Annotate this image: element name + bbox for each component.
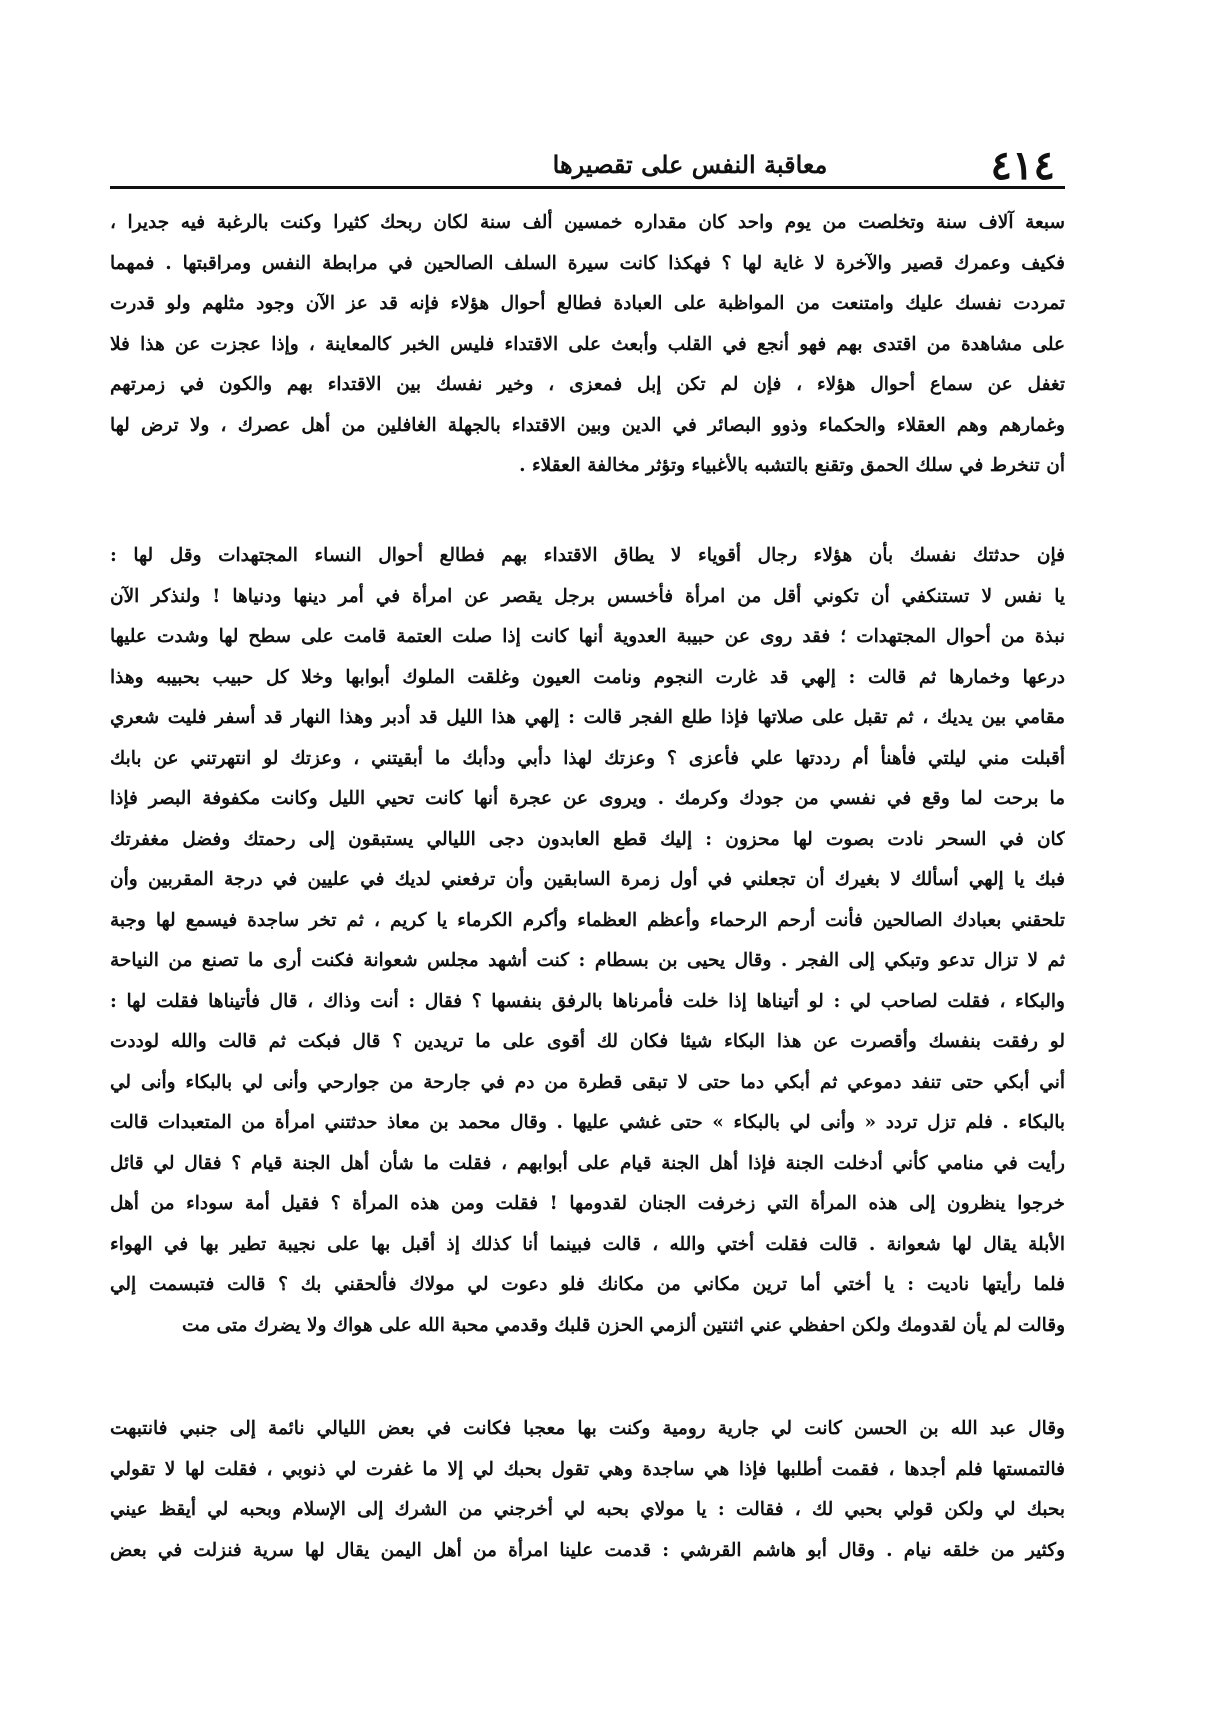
- text-line: لو رفقت بنفسك وأقصرت عن هذا البكاء شيئا فكان لك أقوى على ما تريدين ؟ قال فبكت ثم قالت والله لوددت: [110, 1031, 1065, 1052]
- text-line: فالتمستها فلم أجدها ، فقمت أطلبها فإذا هي ساجدة وهي تقول بحبك لي إلا ما غفرت لي ذنوبي ، فقلت لها لا تقولي: [110, 1458, 1065, 1480]
- text-line: تمردت نفسك عليك وامتنعت من المواظبة على العبادة فطالع أحوال هؤلاء فإنه قد عز الآن وجود مثلهم ولو قدرت: [110, 293, 1065, 314]
- text-line: وكثير من خلقه نيام . وقال أبو هاشم القرشي : قدمت علينا امرأة من أهل اليمن يقال لها سرية فنزلت في بعض: [110, 1539, 1065, 1561]
- text-line: بحبك لي ولكن قولي بحبي لك ، فقالت : يا مولاي بحبه لي أخرجني من الشرك إلى الإسلام وبحبه لي أيقظ عيني: [110, 1499, 1065, 1520]
- page-number: ٤١٤: [990, 142, 1055, 189]
- text-line: فكيف وعمرك قصير والآخرة لا غاية لها ؟ فهكذا كانت سيرة السلف الصالحين في مرابطة النفس ومراقبتها . فمهما: [110, 252, 1065, 274]
- text-line: نبذة من أحوال المجتهدات ؛ فقد روى عن حبيبة العدوية أنها كانت إذا صلت العتمة قامت على سطح لها وشدت عليها: [110, 626, 1065, 647]
- text-line: كان في السحر نادت بصوت لها محزون : إليك قطع العابدون دجى الليالي يستبقون إلى رحمتك وفضل مغفرتك: [110, 828, 1065, 850]
- text-line: مقامي بين يديك ، ثم تقبل على صلاتها فإذا طلع الفجر قالت : إلهي هذا الليل قد أدبر وهذا النهار قد أسفر فليت شعري: [110, 707, 1065, 728]
- text-line: درعها وخمارها ثم قالت : إلهي قد غارت النجوم ونامت العيون وغلقت الملوك أبوابها وخلا كل حبيب بحبيبه وهذا: [110, 666, 1065, 688]
- text-line: الأبلة يقال لها شعوانة . قالت فقلت أختي والله ، قالت فبينما أنا كذلك إذ أقبل بها على نجيبة تطير بها في الهواء: [110, 1233, 1065, 1255]
- text-line: والبكاء ، فقلت لصاحب لي : لو أتيناها إذا خلت فأمرناها بالرفق بنفسها ؟ فقال : أنت وذاك ، قال فأتيناها فقلت لها :: [110, 990, 1065, 1012]
- header-rule: [110, 186, 1065, 189]
- text-line: فبك يا إلهي أسألك لا بغيرك أن تجعلني في أول زمرة السابقين وأن ترفعني لديك في عليين في درجة المقربين وأن: [110, 869, 1065, 890]
- text-line: بالبكاء . فلم تزل تردد « وأنى لي بالبكاء » حتى غشي عليها . وقال محمد بن معاذ حدثتني امرأة من المتعبدات قالت: [110, 1112, 1065, 1133]
- text-line: يا نفس لا تستنكفي أن تكوني أقل من امرأة فأخسس برجل يقصر عن امرأة في أمر دينها ودنياها ! ولنذكر الآن: [110, 585, 1065, 607]
- text-line: وقالت لم يأن لقدومك ولكن احفظي عني اثنتين ألزمي الحزن قلبك وقدمي محبة الله على هواك ولا يضرك متى مت: [182, 1314, 1065, 1336]
- text-line: سبعة آلاف سنة وتخلصت من يوم واحد كان مقداره خمسين ألف سنة لكان ربحك كثيرا وكنت بالرغبة فيه جديرا ،: [110, 212, 1065, 233]
- text-line: فلما رأيتها ناديت : يا أختي أما ترين مكاني من مكانك فلو دعوت لي مولاك فألحقني بك ؟ قالت فتبسمت إلي: [110, 1274, 1065, 1295]
- text-line: وقال عبد الله بن الحسن كانت لي جارية رومية وكنت بها معجبا فكانت في بعض الليالي نائمة إلى جنبي فانتبهت: [110, 1418, 1065, 1439]
- paragraph-3: [110, 1409, 1065, 1571]
- text-line: أن تنخرط في سلك الحمق وتقنع بالتشبه بالأغبياء وتؤثر مخالفة العقلاء .: [519, 455, 1065, 476]
- text-line: وغمارهم وهم العقلاء والحكماء وذوو البصائر في الدين وبين الاقتداء بالجهلة الغافلين من أهل عصرك ، ولا ترض لها: [110, 414, 1065, 436]
- paragraph-1: [110, 203, 1065, 487]
- running-title: معاقبة النفس على تقصيرها: [552, 150, 828, 179]
- text-line: ثم لا تزال تدعو وتبكي إلى الفجر . وقال يحيى بن بسطام : كنت أشهد مجلس شعوانة فكنت أرى ما تصنع من النياحة: [110, 950, 1065, 971]
- text-line: رأيت في منامي كأني أدخلت الجنة فإذا أهل الجنة قيام على أبوابهم ، فقلت ما شأن أهل الجنة قيام ؟ فقال لي قائل: [110, 1152, 1065, 1174]
- page-header: [110, 130, 1205, 192]
- text-line: تلحقني بعبادك الصالحين فأنت أرحم الرحماء وأعظم العظماء وأكرم الكرماء يا كريم ، ثم تخر ساجدة فيسمع لها وجبة: [110, 909, 1065, 931]
- text-line: ما برحت لما وقع في نفسي من جودك وكرمك . ويروى عن عجرة أنها كانت تحيي الليل وكانت مكفوفة البصر فإذا: [110, 788, 1065, 809]
- text-line: فإن حدثتك نفسك بأن هؤلاء رجال أقوياء لا يطاق الاقتداء بهم فطالع أحوال النساء المجتهدات وقل لها :: [110, 545, 1065, 566]
- paragraph-2: [110, 536, 1065, 1346]
- text-line: أني أبكي حتى تنفد دموعي ثم أبكي دما حتى لا تبقى قطرة من دم في جارحة من جوارحي وأنى لي بالبكاء وأنى لي: [110, 1071, 1065, 1093]
- text-line: تغفل عن سماع أحوال هؤلاء ، فإن لم تكن إبل فمعزى ، وخير نفسك بين الاقتداء بهم والكون في زمرتهم: [110, 374, 1065, 395]
- text-line: على مشاهدة من اقتدى بهم فهو أنجع في القلب وأبعث على الاقتداء فليس الخبر كالمعاينة ، وإذا عجزت عن هذا فلا: [110, 333, 1065, 355]
- text-line: خرجوا ينظرون إلى هذه المرأة التي زخرفت الجنان لقدومها ! فقلت ومن هذه المرأة ؟ فقيل أمة سوداء من أهل: [110, 1193, 1065, 1214]
- text-line: أقبلت مني ليلتي فأهنأ أم رددتها علي فأعزى ؟ وعزتك لهذا دأبي ودأبك ما أبقيتني ، وعزتك لو انتهرتني عن بابك: [110, 747, 1065, 769]
